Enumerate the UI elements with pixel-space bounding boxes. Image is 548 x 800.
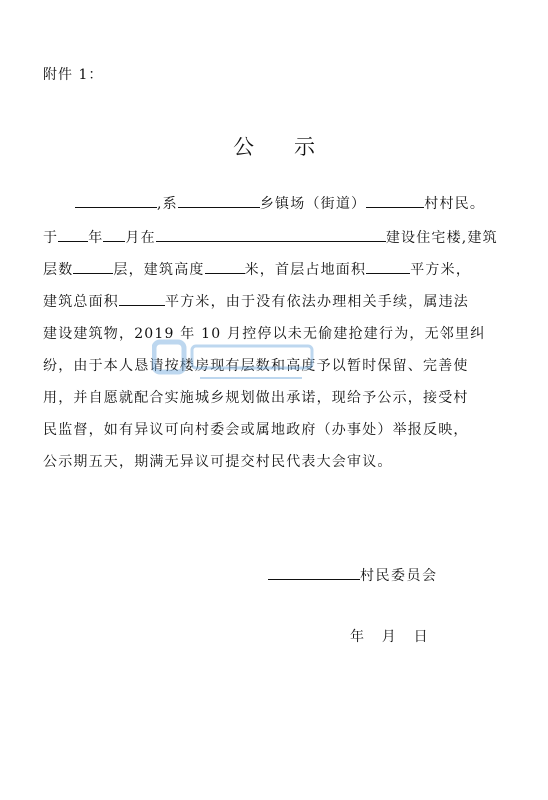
body-line-1: ,系 乡镇场（街道） 村村民。: [75, 193, 485, 213]
blank-floors: [73, 261, 113, 274]
blank-ground-area: [366, 261, 410, 274]
page-title: 公 示: [232, 135, 316, 159]
body-line-9: 公示期五天，期满无异议可提交村民代表大会审议。: [43, 454, 393, 470]
blank-township: [178, 195, 260, 208]
blank-month: [103, 229, 125, 242]
blank-village: [366, 195, 424, 208]
body-line-7: 用，并自愿就配合实施城乡规划做出承诺，现给予公示，接受村: [43, 390, 469, 406]
blank-year: [58, 229, 88, 242]
blank-location: [156, 229, 386, 242]
blank-total-area: [119, 293, 165, 306]
body-line-2: 于 年 月在 建设住宅楼,建筑: [43, 230, 498, 246]
body-line-6: 纷，由于本人恳请按楼房现有层数和高度予以暂时保留、完善使: [43, 358, 469, 374]
body-line-3: 层数 层，建筑高度 米，首层占地面积 平方米，: [43, 262, 472, 278]
body-line-5: 建设建筑物，2019 年 10 月控停以未无偷建抢建行为，无邻里纠: [43, 326, 486, 342]
signature-label: 村民委员会: [360, 568, 438, 584]
body-line-8: 民监督，如有异议可向村委会或属地政府（办事处）举报反映，: [43, 422, 469, 438]
signature-block: [268, 565, 438, 585]
attachment-label: 附件 1：: [43, 67, 104, 83]
blank-name: [75, 195, 157, 208]
blank-committee: [268, 567, 360, 580]
blank-height: [205, 261, 245, 274]
date-line: 年 月 日: [350, 629, 428, 645]
body-line-4: 建筑总面积 平方米，由于没有依法办理相关手续，属违法: [43, 294, 469, 310]
